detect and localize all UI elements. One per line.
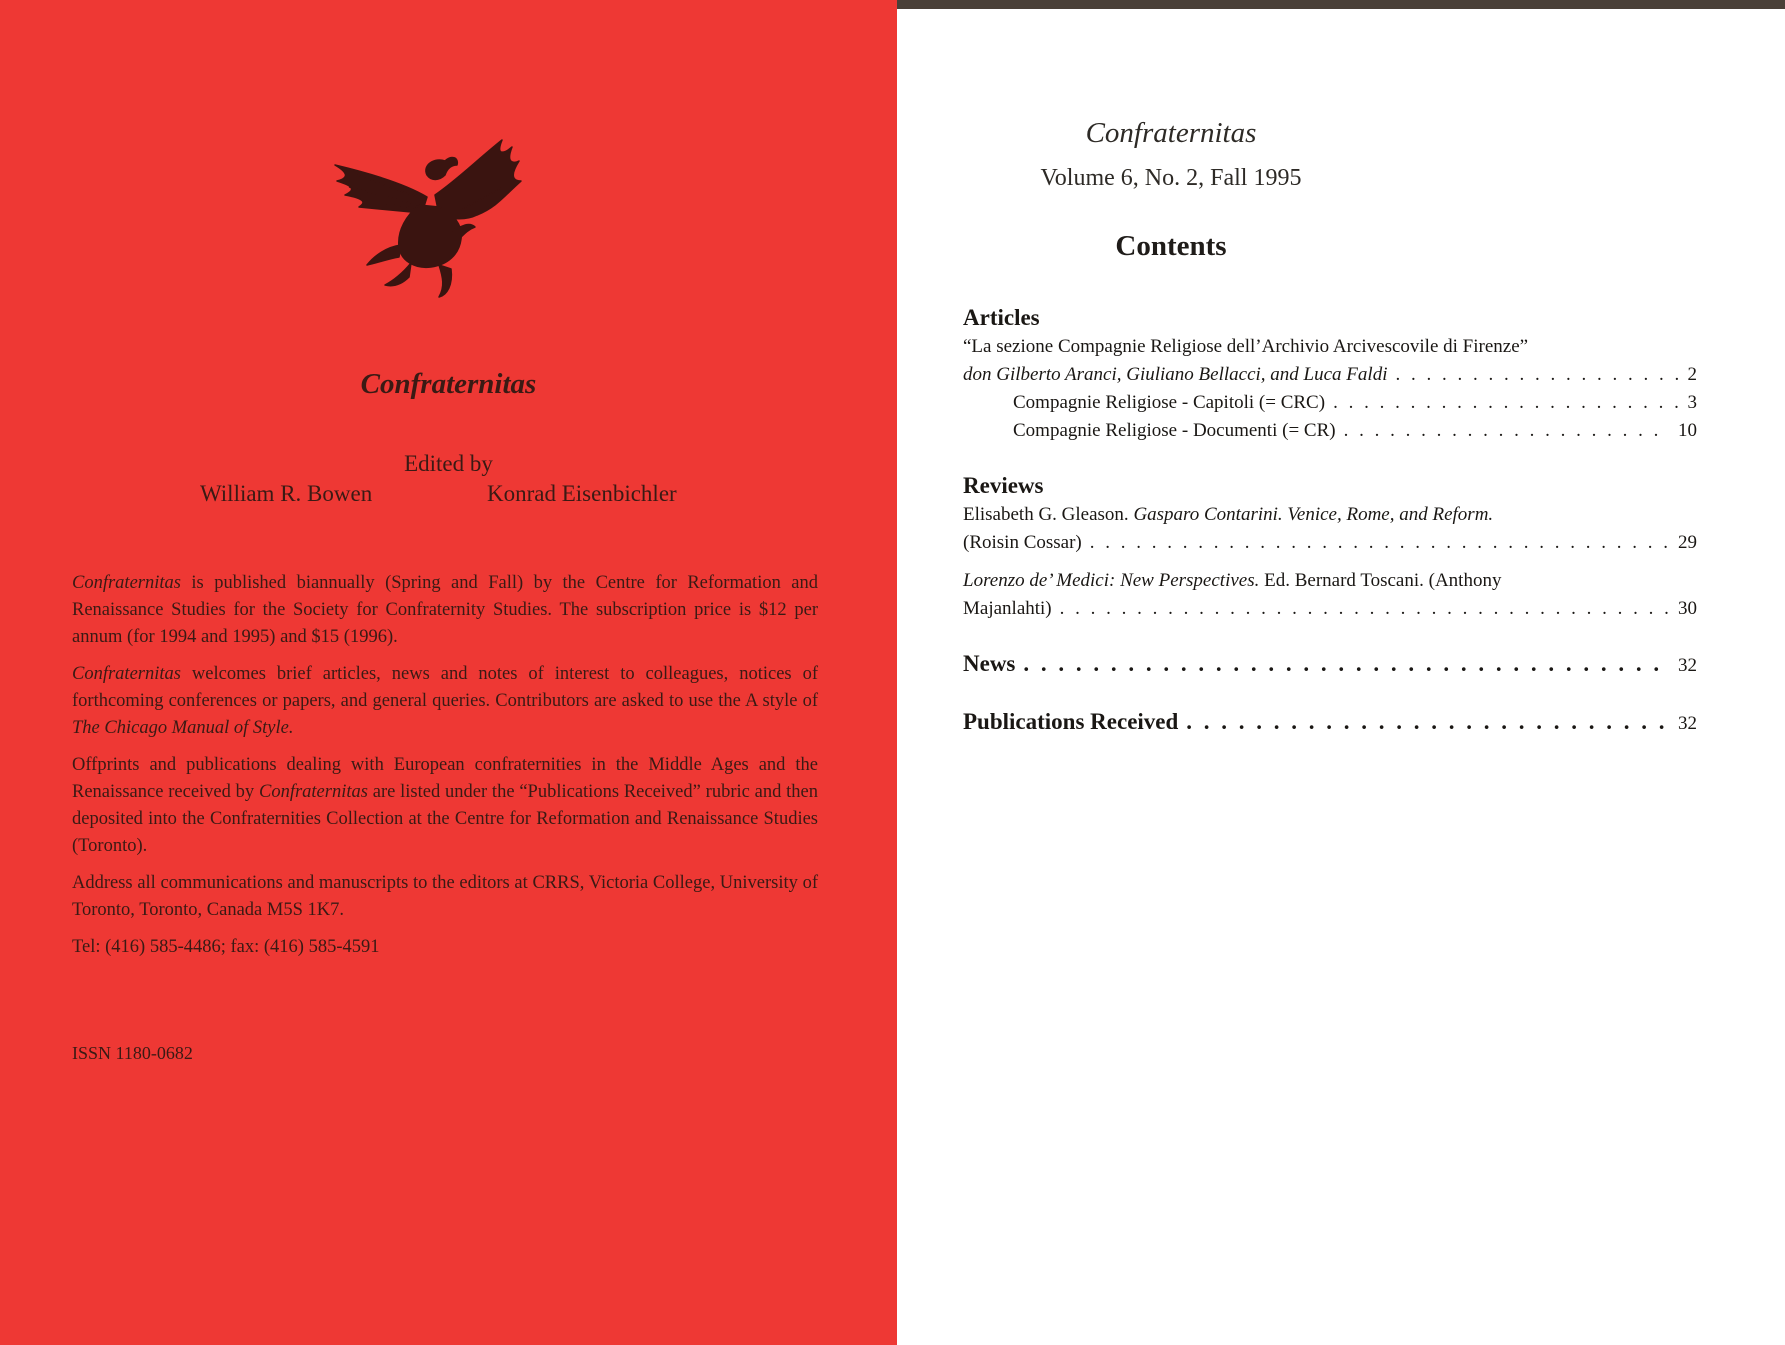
offprints-paragraph: Offprints and publications dealing with European confraternities in the Middle Ages and the Renaissance received by Confraternitas are listed under the “Publications Received” rubric and then deposited into the Confraternities Collection at the Centre for Reformation and Renaissance Studies (Toronto). xyxy=(72,755,818,856)
toc-entry[interactable] xyxy=(963,361,1697,389)
dot-leader xyxy=(1186,707,1670,737)
dot-leader xyxy=(1395,361,1679,389)
page-top-edge xyxy=(897,0,1785,9)
subentry-label: Compagnie Religiose - Documenti (= CR) xyxy=(1013,420,1336,441)
journal-name: Confraternitas xyxy=(1085,117,1257,149)
contents-heading: Contents xyxy=(1115,230,1227,262)
toc-entry-news[interactable] xyxy=(963,649,1697,681)
telephone-line: Tel: (416) 585-4486; fax: (416) 585-4591 xyxy=(72,937,380,957)
publication-info-paragraph: Confraternitas is published biannually (Spring and Fall) by the Centre for Reformation and Renaissance Studies for the Society for Confraternity Studies. The subscription price is $12 per annum (for 1994 and 1995) and $15 (1996). xyxy=(72,573,818,647)
contents-page xyxy=(897,0,1785,1345)
page-number: 32 xyxy=(1678,655,1697,676)
dot-leader xyxy=(1060,595,1670,623)
review-title: Elisabeth G. Gleason. Gasparo Contarini. Venice, Rome, and Reform. xyxy=(963,504,1494,525)
toc-entry-publications[interactable] xyxy=(963,707,1697,739)
dot-leader xyxy=(1090,529,1670,557)
submissions-paragraph: Confraternitas welcomes brief articles, news and notes of interest to colleagues, notices of forthcoming conferences or papers, and general queries. Contributors are asked to use the A style of The Chicago Manual of Style. xyxy=(72,664,818,738)
editor-name: William R. Bowen xyxy=(200,481,373,506)
table-of-contents xyxy=(963,303,1697,739)
page-number: 2 xyxy=(1687,364,1697,385)
page-number: 30 xyxy=(1678,598,1697,619)
section-title-reviews: Reviews xyxy=(963,473,1044,498)
article-authors: don Gilberto Aranci, Giuliano Bellacci, and Luca Faldi xyxy=(963,364,1388,385)
spacer xyxy=(963,445,1697,471)
page-number: 3 xyxy=(1687,392,1697,413)
section-title-articles: Articles xyxy=(963,305,1040,330)
toc-subentry[interactable] xyxy=(963,389,1697,417)
subentry-label: Compagnie Religiose - Capitoli (= CRC) xyxy=(1013,392,1326,413)
page-number: 32 xyxy=(1678,713,1697,734)
issn-number: ISSN 1180-0682 xyxy=(72,1043,193,1063)
toc-entry[interactable] xyxy=(963,595,1697,623)
address-paragraph: Address all communications and manuscripts to the editors at CRRS, Victoria College, University of Toronto, Toronto, Canada M5S 1K7. xyxy=(72,873,818,920)
volume-issue-line: Volume 6, No. 2, Fall 1995 xyxy=(1040,165,1302,191)
dot-leader xyxy=(1333,389,1679,417)
reviewer-name: (Roisin Cossar) xyxy=(963,532,1082,553)
toc-subentry[interactable] xyxy=(963,417,1697,445)
cover-body-text xyxy=(72,570,818,971)
article-title: “La sezione Compagnie Religiose dell’Archivio Arcivescovile di Firenze” xyxy=(963,336,1529,357)
editor-name: Konrad Eisenbichler xyxy=(487,481,677,506)
spacer xyxy=(963,681,1697,707)
griffin-emblem-icon xyxy=(327,135,537,305)
toc-entry[interactable] xyxy=(963,529,1697,557)
spacer xyxy=(963,623,1697,649)
spacer xyxy=(963,557,1697,567)
section-title-news: News xyxy=(963,651,1016,676)
dot-leader xyxy=(1344,417,1670,445)
reviewer-name: Majanlahti) xyxy=(963,598,1052,619)
page-number: 10 xyxy=(1678,420,1697,441)
review-title: Lorenzo de’ Medici: New Perspectives. Ed. Bernard Toscani. (Anthony xyxy=(963,570,1502,591)
dot-leader xyxy=(1023,649,1670,679)
section-title-publications: Publications Received xyxy=(963,709,1179,734)
cover-title: Confraternitas xyxy=(360,368,537,400)
page-number: 29 xyxy=(1678,532,1697,553)
edited-by-label: Edited by xyxy=(404,451,493,476)
